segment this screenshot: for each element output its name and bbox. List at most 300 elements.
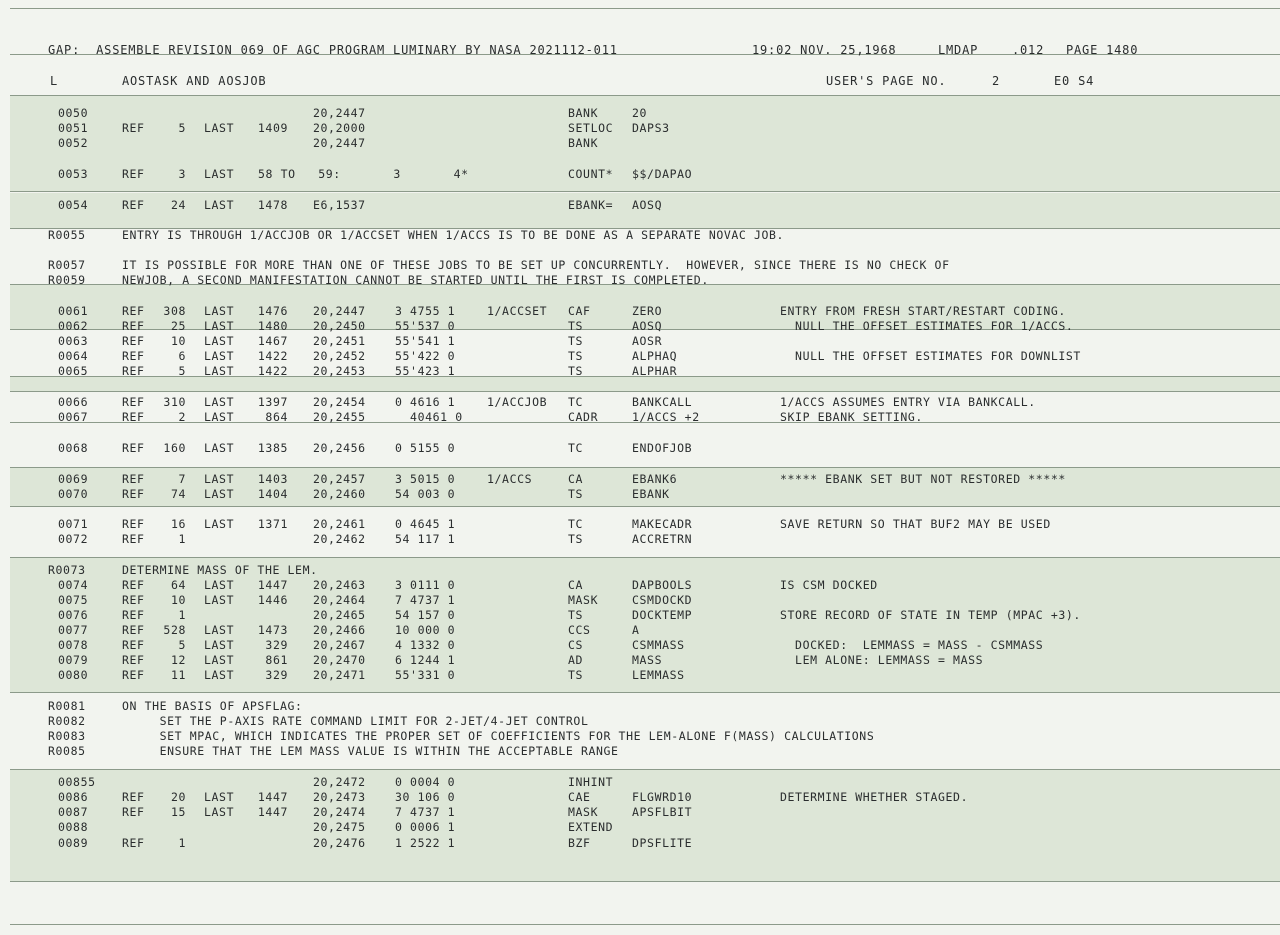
remark-text: SET THE P-AXIS RATE COMMAND LIMIT FOR 2-JET/4-JET CONTROL bbox=[122, 714, 589, 728]
ref-count: 528 bbox=[163, 623, 186, 637]
octal-word: 3 0111 0 bbox=[395, 578, 456, 592]
opcode: MASK bbox=[568, 593, 599, 607]
operand: A bbox=[632, 623, 640, 637]
octal-word: 40461 0 bbox=[395, 410, 463, 424]
user-page-label: USER'S PAGE NO. bbox=[826, 74, 947, 88]
listing-line bbox=[0, 487, 1280, 502]
last-page: 1403 bbox=[257, 472, 288, 486]
ref-count: 15 bbox=[170, 805, 186, 819]
line-number: 0089 bbox=[58, 836, 89, 850]
last-keyword: LAST bbox=[204, 472, 235, 486]
header-page: PAGE 1480 bbox=[1066, 43, 1139, 57]
listing-line bbox=[0, 729, 1280, 744]
line-number: 0063 bbox=[58, 334, 89, 348]
listing-line bbox=[0, 441, 1280, 456]
line-number: 0051 bbox=[58, 121, 89, 135]
last-keyword: LAST bbox=[204, 304, 235, 318]
octal-word: 1 2522 1 bbox=[395, 836, 456, 850]
operand: DAPS3 bbox=[632, 121, 670, 135]
listing-line bbox=[0, 578, 1280, 593]
log-section-title: AOSTASK AND AOSJOB bbox=[122, 74, 267, 88]
ref-count: 25 bbox=[170, 319, 186, 333]
octal-word: 0 0006 1 bbox=[395, 820, 456, 834]
listing-line bbox=[0, 198, 1280, 213]
opcode: EBANK= bbox=[568, 198, 614, 212]
last-keyword: LAST bbox=[204, 410, 235, 424]
ref-count: 3 bbox=[178, 167, 186, 181]
paper-rule bbox=[10, 95, 1280, 96]
ref-keyword: REF bbox=[122, 532, 145, 546]
listing-line bbox=[0, 820, 1280, 835]
opcode: CAF bbox=[568, 304, 591, 318]
operand: ENDOFJOB bbox=[632, 441, 693, 455]
operand: 1/ACCS +2 bbox=[632, 410, 700, 424]
octal-word: 54 003 0 bbox=[395, 487, 456, 501]
octal-word: 7 4737 1 bbox=[395, 805, 456, 819]
listing-line bbox=[0, 563, 1280, 578]
listing-line bbox=[0, 258, 1280, 273]
octal-word: 30 106 0 bbox=[395, 790, 456, 804]
listing-header bbox=[0, 43, 1280, 58]
line-number: 0065 bbox=[58, 364, 89, 378]
line-number: 0061 bbox=[58, 304, 89, 318]
octal-word: 0 4616 1 bbox=[395, 395, 456, 409]
last-keyword: LAST bbox=[204, 395, 235, 409]
listing-line bbox=[0, 593, 1280, 608]
last-keyword: LAST bbox=[204, 805, 235, 819]
ref-keyword: REF bbox=[122, 517, 145, 531]
octal-word: 0 0004 0 bbox=[395, 775, 456, 789]
remark-line-number: R0083 bbox=[48, 729, 86, 743]
paper-rule bbox=[10, 191, 1280, 192]
line-number: 0087 bbox=[58, 805, 89, 819]
remark-text: ENTRY IS THROUGH 1/ACCJOB OR 1/ACCSET WHEN 1/ACCS IS TO BE DONE AS A SEPARATE NOVAC JOB. bbox=[122, 228, 785, 242]
last-keyword: LAST bbox=[204, 441, 235, 455]
ref-keyword: REF bbox=[122, 198, 145, 212]
ref-keyword: REF bbox=[122, 395, 145, 409]
last-keyword: LAST bbox=[204, 121, 235, 135]
paper-rule bbox=[10, 557, 1280, 558]
address: 20,2452 bbox=[313, 349, 366, 363]
address: 20,2467 bbox=[313, 638, 366, 652]
header-system: LMDAP bbox=[938, 43, 979, 57]
opcode: CAE bbox=[568, 790, 591, 804]
last-page: 1478 bbox=[257, 198, 288, 212]
ref-keyword: REF bbox=[122, 578, 145, 592]
address: 20,2453 bbox=[313, 364, 366, 378]
last-page: 864 bbox=[265, 410, 288, 424]
last-keyword: LAST bbox=[204, 668, 235, 682]
address: 20,2472 bbox=[313, 775, 366, 789]
line-number: 0050 bbox=[58, 106, 89, 120]
ref-count: 10 bbox=[170, 334, 186, 348]
address: 20,2465 bbox=[313, 608, 366, 622]
listing-line bbox=[0, 836, 1280, 851]
ref-keyword: REF bbox=[122, 593, 145, 607]
last-keyword: LAST bbox=[204, 653, 235, 667]
operand: FLGWRD10 bbox=[632, 790, 693, 804]
last-keyword: LAST bbox=[204, 578, 235, 592]
line-number: 0078 bbox=[58, 638, 89, 652]
octal-word: 54 157 0 bbox=[395, 608, 456, 622]
last-keyword: LAST bbox=[204, 198, 235, 212]
remark-line-number: R0081 bbox=[48, 699, 86, 713]
remark-line-number: R0085 bbox=[48, 744, 86, 758]
ref-keyword: REF bbox=[122, 608, 145, 622]
octal-word: 3 5015 0 bbox=[395, 472, 456, 486]
operand: AOSQ bbox=[632, 198, 663, 212]
ref-count: 6 bbox=[178, 349, 186, 363]
line-number: 0067 bbox=[58, 410, 89, 424]
operand: ACCRETRN bbox=[632, 532, 693, 546]
line-number: 0075 bbox=[58, 593, 89, 607]
last-keyword: LAST bbox=[204, 364, 235, 378]
operand: LEMMASS bbox=[632, 668, 685, 682]
opcode: CCS bbox=[568, 623, 591, 637]
ref-count: 20 bbox=[170, 790, 186, 804]
address: 20,2462 bbox=[313, 532, 366, 546]
opcode: EXTEND bbox=[568, 820, 614, 834]
listing-line bbox=[0, 106, 1280, 121]
last-page: 1422 bbox=[257, 364, 288, 378]
operand: EBANK6 bbox=[632, 472, 678, 486]
listing-line bbox=[0, 395, 1280, 410]
address: 20,2463 bbox=[313, 578, 366, 592]
opcode: CADR bbox=[568, 410, 599, 424]
last-page: 1447 bbox=[257, 805, 288, 819]
line-number: 0079 bbox=[58, 653, 89, 667]
section-header bbox=[0, 74, 1280, 89]
line-number: 0052 bbox=[58, 136, 89, 150]
listing-line bbox=[0, 273, 1280, 288]
address: 20,2464 bbox=[313, 593, 366, 607]
line-number: 0066 bbox=[58, 395, 89, 409]
remark-line-number: R0057 bbox=[48, 258, 86, 272]
listing-line bbox=[0, 167, 1280, 182]
operand: MASS bbox=[632, 653, 663, 667]
operand: ALPHAR bbox=[632, 364, 678, 378]
octal-word: 7 4737 1 bbox=[395, 593, 456, 607]
opcode: TC bbox=[568, 517, 584, 531]
ref-keyword: REF bbox=[122, 638, 145, 652]
ref-count: 1 bbox=[178, 532, 186, 546]
address: 20,2451 bbox=[313, 334, 366, 348]
address: 20,2455 bbox=[313, 410, 366, 424]
label: 1/ACCS bbox=[487, 472, 533, 486]
opcode: TS bbox=[568, 532, 584, 546]
ref-count: 64 bbox=[170, 578, 186, 592]
line-number: 00855 bbox=[58, 775, 96, 789]
ref-count: 24 bbox=[170, 198, 186, 212]
last-keyword: LAST bbox=[204, 334, 235, 348]
listing-line bbox=[0, 668, 1280, 683]
last-keyword: LAST bbox=[204, 167, 235, 181]
last-page: 861 bbox=[265, 653, 288, 667]
address: 20,2457 bbox=[313, 472, 366, 486]
octal-word: 55'423 1 bbox=[395, 364, 456, 378]
address: 20,2474 bbox=[313, 805, 366, 819]
remark-line-number: R0055 bbox=[48, 228, 86, 242]
ref-keyword: REF bbox=[122, 334, 145, 348]
line-number: 0088 bbox=[58, 820, 89, 834]
opcode: TC bbox=[568, 441, 584, 455]
listing-line bbox=[0, 653, 1280, 668]
listing-line bbox=[0, 228, 1280, 243]
address: 20,2471 bbox=[313, 668, 366, 682]
address: 20,2461 bbox=[313, 517, 366, 531]
opcode: TS bbox=[568, 349, 584, 363]
ref-count: 12 bbox=[170, 653, 186, 667]
listing-line bbox=[0, 517, 1280, 532]
ref-keyword: REF bbox=[122, 441, 145, 455]
line-number: 0076 bbox=[58, 608, 89, 622]
remark-line-number: R0082 bbox=[48, 714, 86, 728]
octal-word: 0 5155 0 bbox=[395, 441, 456, 455]
operand: DOCKTEMP bbox=[632, 608, 693, 622]
ref-keyword: REF bbox=[122, 410, 145, 424]
label: 1/ACCJOB bbox=[487, 395, 548, 409]
opcode: CA bbox=[568, 578, 584, 592]
address: 20,2473 bbox=[313, 790, 366, 804]
ref-keyword: REF bbox=[122, 790, 145, 804]
remark-line-number: R0059 bbox=[48, 273, 86, 287]
header-datetime: 19:02 NOV. 25,1968 bbox=[752, 43, 897, 57]
address: 20,2000 bbox=[313, 121, 366, 135]
paper-rule bbox=[10, 467, 1280, 468]
octal-word: 4 1332 0 bbox=[395, 638, 456, 652]
opcode: CS bbox=[568, 638, 584, 652]
ref-count: 5 bbox=[178, 121, 186, 135]
listing-line bbox=[0, 790, 1280, 805]
comment: SKIP EBANK SETTING. bbox=[780, 410, 923, 424]
address: 20,2466 bbox=[313, 623, 366, 637]
operand: AOSR bbox=[632, 334, 663, 348]
remark-text: ON THE BASIS OF APSFLAG: bbox=[122, 699, 303, 713]
address: 20,2447 bbox=[313, 106, 366, 120]
octal-word: 55'541 1 bbox=[395, 334, 456, 348]
octal-word: 0 4645 1 bbox=[395, 517, 456, 531]
line-number: 0074 bbox=[58, 578, 89, 592]
opcode: SETLOC bbox=[568, 121, 614, 135]
remark-text: NEWJOB, A SECOND MANIFESTATION CANNOT BE STARTED UNTIL THE FIRST IS COMPLETED. bbox=[122, 273, 709, 287]
last-keyword: LAST bbox=[204, 319, 235, 333]
line-number: 0072 bbox=[58, 532, 89, 546]
opcode: INHINT bbox=[568, 775, 614, 789]
ref-keyword: REF bbox=[122, 121, 145, 135]
ref-keyword: REF bbox=[122, 319, 145, 333]
last-page: 1446 bbox=[257, 593, 288, 607]
paper-rule bbox=[10, 769, 1280, 770]
last-page: 1385 bbox=[257, 441, 288, 455]
comment: IS CSM DOCKED bbox=[780, 578, 878, 592]
label: 1/ACCSET bbox=[487, 304, 548, 318]
listing-line bbox=[0, 410, 1280, 425]
last-page: 1409 bbox=[257, 121, 288, 135]
line-number: 0077 bbox=[58, 623, 89, 637]
listing-line bbox=[0, 805, 1280, 820]
octal-word: 3 4755 1 bbox=[395, 304, 456, 318]
last-keyword: LAST bbox=[204, 790, 235, 804]
comment: NULL THE OFFSET ESTIMATES FOR 1/ACCS. bbox=[780, 319, 1074, 333]
opcode: TS bbox=[568, 364, 584, 378]
ref-count: 5 bbox=[178, 638, 186, 652]
opcode: BZF bbox=[568, 836, 591, 850]
operand: BANKCALL bbox=[632, 395, 693, 409]
opcode: BANK bbox=[568, 106, 599, 120]
address: 20,2475 bbox=[313, 820, 366, 834]
octal-word: 55'537 0 bbox=[395, 319, 456, 333]
octal-word: 55'331 0 bbox=[395, 668, 456, 682]
operand: DAPBOOLS bbox=[632, 578, 693, 592]
remark-line-number: R0073 bbox=[48, 563, 86, 577]
last-keyword: LAST bbox=[204, 349, 235, 363]
last-page: 329 bbox=[265, 668, 288, 682]
address: 20,2447 bbox=[313, 136, 366, 150]
last-keyword: LAST bbox=[204, 517, 235, 531]
remark-text: ENSURE THAT THE LEM MASS VALUE IS WITHIN THE ACCEPTABLE RANGE bbox=[122, 744, 619, 758]
last-page: 1476 bbox=[257, 304, 288, 318]
ref-keyword: REF bbox=[122, 304, 145, 318]
opcode: BANK bbox=[568, 136, 599, 150]
ref-keyword: REF bbox=[122, 668, 145, 682]
comment: ENTRY FROM FRESH START/RESTART CODING. bbox=[780, 304, 1066, 318]
remark-text: IT IS POSSIBLE FOR MORE THAN ONE OF THESE JOBS TO BE SET UP CONCURRENTLY. HOWEVER, SINCE THERE IS NO CHECK OF bbox=[122, 258, 950, 272]
last-keyword: LAST bbox=[204, 487, 235, 501]
operand: APSFLBIT bbox=[632, 805, 693, 819]
paper-rule bbox=[10, 8, 1280, 9]
ref-count: 16 bbox=[170, 517, 186, 531]
listing-line bbox=[0, 349, 1280, 364]
listing-line bbox=[0, 364, 1280, 379]
opcode: TS bbox=[568, 608, 584, 622]
opcode: TC bbox=[568, 395, 584, 409]
comment: STORE RECORD OF STATE IN TEMP (MPAC +3). bbox=[780, 608, 1081, 622]
ref-keyword: REF bbox=[122, 653, 145, 667]
line-number: 0053 bbox=[58, 167, 89, 181]
paper-rule bbox=[10, 924, 1280, 925]
line-number: 0062 bbox=[58, 319, 89, 333]
line-number: 0086 bbox=[58, 790, 89, 804]
ref-count: 1 bbox=[178, 608, 186, 622]
last-page: 1371 bbox=[257, 517, 288, 531]
last-page: 1480 bbox=[257, 319, 288, 333]
last-keyword: LAST bbox=[204, 623, 235, 637]
last-page: 1473 bbox=[257, 623, 288, 637]
ref-count: 2 bbox=[178, 410, 186, 424]
opcode: TS bbox=[568, 668, 584, 682]
operand: CSMMASS bbox=[632, 638, 685, 652]
user-page-number: 2 bbox=[992, 74, 1001, 88]
octal-word: 55'422 0 bbox=[395, 349, 456, 363]
ref-keyword: REF bbox=[122, 623, 145, 637]
last-page: 1467 bbox=[257, 334, 288, 348]
listing-line bbox=[0, 608, 1280, 623]
line-number: 0064 bbox=[58, 349, 89, 363]
comment: DETERMINE WHETHER STAGED. bbox=[780, 790, 969, 804]
header-title: GAP: ASSEMBLE REVISION 069 OF AGC PROGRAM LUMINARY BY NASA 2021112-011 bbox=[48, 43, 618, 57]
octal-word: 54 117 1 bbox=[395, 532, 456, 546]
line-number: 0069 bbox=[58, 472, 89, 486]
comment: DOCKED: LEMMASS = MASS - CSMMASS bbox=[780, 638, 1044, 652]
listing-line bbox=[0, 638, 1280, 653]
listing-line bbox=[0, 319, 1280, 334]
comment: NULL THE OFFSET ESTIMATES FOR DOWNLIST bbox=[780, 349, 1081, 363]
ref-keyword: REF bbox=[122, 836, 145, 850]
ref-keyword: REF bbox=[122, 472, 145, 486]
listing-line bbox=[0, 714, 1280, 729]
opcode: TS bbox=[568, 319, 584, 333]
last-keyword: LAST bbox=[204, 638, 235, 652]
listing-line bbox=[0, 121, 1280, 136]
operand: AOSQ bbox=[632, 319, 663, 333]
left-mark: L bbox=[50, 74, 59, 88]
ref-count: 11 bbox=[170, 668, 186, 682]
last-page: 1422 bbox=[257, 349, 288, 363]
ref-keyword: REF bbox=[122, 487, 145, 501]
ref-count: 74 bbox=[170, 487, 186, 501]
ref-count: 310 bbox=[163, 395, 186, 409]
remark-text: SET MPAC, WHICH INDICATES THE PROPER SET OF COEFFICIENTS FOR THE LEM-ALONE F(MASS) CALCULATIONS bbox=[122, 729, 875, 743]
line-number: 0080 bbox=[58, 668, 89, 682]
ref-count: 308 bbox=[163, 304, 186, 318]
address: 20,2450 bbox=[313, 319, 366, 333]
last-page: 1404 bbox=[257, 487, 288, 501]
listing-line bbox=[0, 775, 1280, 790]
comment: ***** EBANK SET BUT NOT RESTORED ***** bbox=[780, 472, 1066, 486]
listing-line bbox=[0, 334, 1280, 349]
opcode: MASK bbox=[568, 805, 599, 819]
address: 20,2476 bbox=[313, 836, 366, 850]
last-page: 1447 bbox=[257, 578, 288, 592]
paper-rule bbox=[10, 692, 1280, 693]
listing-line bbox=[0, 699, 1280, 714]
opcode: TS bbox=[568, 334, 584, 348]
last-page: 1447 bbox=[257, 790, 288, 804]
last-keyword: LAST bbox=[204, 593, 235, 607]
comment: LEM ALONE: LEMMASS = MASS bbox=[780, 653, 984, 667]
paper-rule bbox=[10, 391, 1280, 392]
address: 20,2470 bbox=[313, 653, 366, 667]
section-code: E0 S4 bbox=[1054, 74, 1095, 88]
operand: CSMDOCKD bbox=[632, 593, 693, 607]
ref-count: 10 bbox=[170, 593, 186, 607]
remark-text: DETERMINE MASS OF THE LEM. bbox=[122, 563, 318, 577]
comment: SAVE RETURN SO THAT BUF2 MAY BE USED bbox=[780, 517, 1051, 531]
listing-line bbox=[0, 744, 1280, 759]
line-number: 0054 bbox=[58, 198, 89, 212]
address: E6,1537 bbox=[313, 198, 366, 212]
opcode: AD bbox=[568, 653, 584, 667]
opcode: CA bbox=[568, 472, 584, 486]
octal-word: 10 000 0 bbox=[395, 623, 456, 637]
listing-line bbox=[0, 472, 1280, 487]
ref-count: 7 bbox=[178, 472, 186, 486]
last-page: 58 TO 59: 3 4* bbox=[258, 167, 469, 181]
opcode: COUNT* bbox=[568, 167, 614, 181]
operand: DPSFLITE bbox=[632, 836, 693, 850]
operand: EBANK bbox=[632, 487, 670, 501]
listing-line bbox=[0, 136, 1280, 151]
ref-count: 160 bbox=[163, 441, 186, 455]
ref-count: 1 bbox=[178, 836, 186, 850]
operand: ZERO bbox=[632, 304, 663, 318]
header-code: .012 bbox=[1012, 43, 1045, 57]
octal-word: 6 1244 1 bbox=[395, 653, 456, 667]
line-number: 0068 bbox=[58, 441, 89, 455]
ref-keyword: REF bbox=[122, 805, 145, 819]
address: 20,2447 bbox=[313, 304, 366, 318]
ref-keyword: REF bbox=[122, 167, 145, 181]
